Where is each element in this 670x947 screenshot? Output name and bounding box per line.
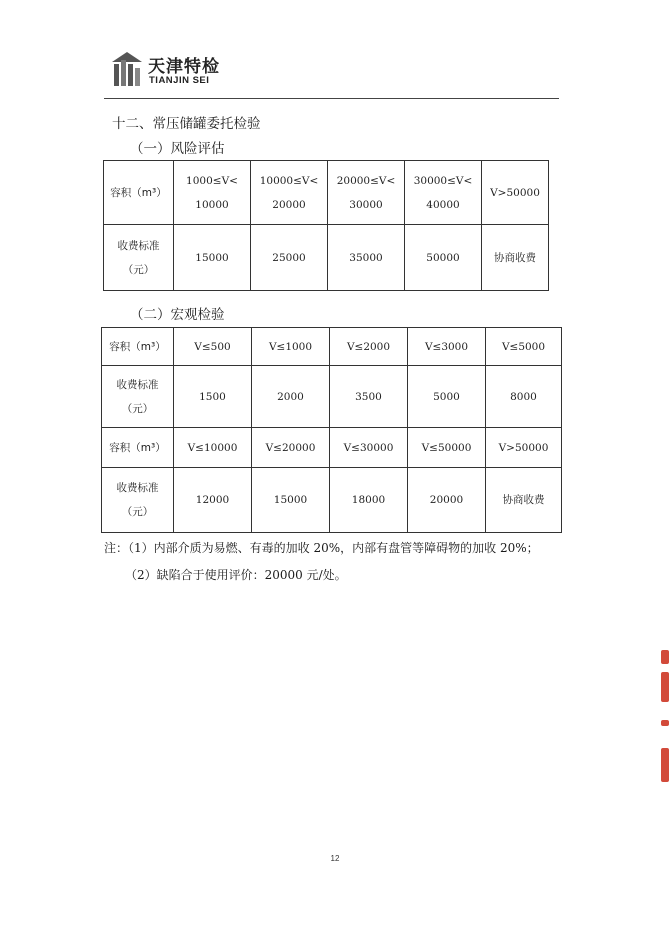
fee-value-cell: 2000	[252, 366, 330, 428]
note-line-2: （2）缺陷合于使用评价：20000 元/处。	[125, 568, 347, 582]
fee-value-cell: 15000	[252, 468, 330, 533]
volume-range-cell: V≤5000	[486, 328, 562, 366]
fee-value-cell: 5000	[408, 366, 486, 428]
volume-range-cell: 20000≤V< 30000	[328, 161, 405, 225]
fee-value-cell: 50000	[405, 225, 482, 291]
fee-value-cell: 3500	[330, 366, 408, 428]
volume-range-cell: 10000≤V< 20000	[251, 161, 328, 225]
volume-label-cell: 容积（m³）	[102, 328, 174, 366]
volume-label-cell: 容积（m³）	[102, 428, 174, 468]
fee-value-cell: 25000	[251, 225, 328, 291]
fee-value-cell: 8000	[486, 366, 562, 428]
section-title: 十二、常压储罐委托检验	[112, 116, 261, 132]
volume-range-cell: V>50000	[482, 161, 549, 225]
fee-value-cell: 15000	[174, 225, 251, 291]
table-row	[102, 366, 562, 428]
volume-range-cell: V>50000	[486, 428, 562, 468]
volume-range-cell: V≤30000	[330, 428, 408, 468]
risk-assessment-title: （一）风险评估	[130, 141, 225, 157]
logo-english-name: TIANJIN SEI	[149, 75, 210, 86]
seal-stamp-fragment	[658, 650, 670, 790]
fee-value-cell: 12000	[174, 468, 252, 533]
table-row	[104, 225, 549, 291]
volume-range-cell: 1000≤V< 10000	[174, 161, 251, 225]
volume-range-cell: V≤20000	[252, 428, 330, 468]
logo-chinese-name: 天津特检	[148, 57, 220, 77]
company-logo	[112, 48, 242, 94]
table-row	[102, 468, 562, 533]
volume-range-cell: V≤2000	[330, 328, 408, 366]
fee-value-cell: 18000	[330, 468, 408, 533]
fee-value-cell: 协商收费	[482, 225, 549, 291]
fee-value-cell: 35000	[328, 225, 405, 291]
table-row	[102, 328, 562, 366]
macro-inspection-table	[101, 327, 562, 533]
page-number: 12	[330, 854, 340, 863]
volume-range-cell: V≤1000	[252, 328, 330, 366]
volume-range-cell: V≤50000	[408, 428, 486, 468]
volume-range-cell: 30000≤V< 40000	[405, 161, 482, 225]
building-columns-logo-icon	[112, 48, 142, 88]
volume-range-cell: V≤500	[174, 328, 252, 366]
header-divider	[104, 98, 559, 99]
macro-inspection-title: （二）宏观检验	[130, 307, 225, 323]
risk-assessment-table	[103, 160, 549, 291]
note-line-1: 注：（1）内部介质为易燃、有毒的加收 20%，内部有盘管等障碍物的加收 20%；	[104, 541, 539, 555]
fee-value-cell: 协商收费	[486, 468, 562, 533]
table-row	[102, 428, 562, 468]
fee-label-cell: 收费标准 （元）	[102, 366, 174, 428]
volume-range-cell: V≤10000	[174, 428, 252, 468]
notes	[104, 535, 539, 589]
fee-label-cell: 收费标准 （元）	[104, 225, 174, 291]
table-row	[104, 161, 549, 225]
fee-value-cell: 1500	[174, 366, 252, 428]
volume-label-cell: 容积（m³）	[104, 161, 174, 225]
fee-label-cell: 收费标准 （元）	[102, 468, 174, 533]
fee-value-cell: 20000	[408, 468, 486, 533]
volume-range-cell: V≤3000	[408, 328, 486, 366]
